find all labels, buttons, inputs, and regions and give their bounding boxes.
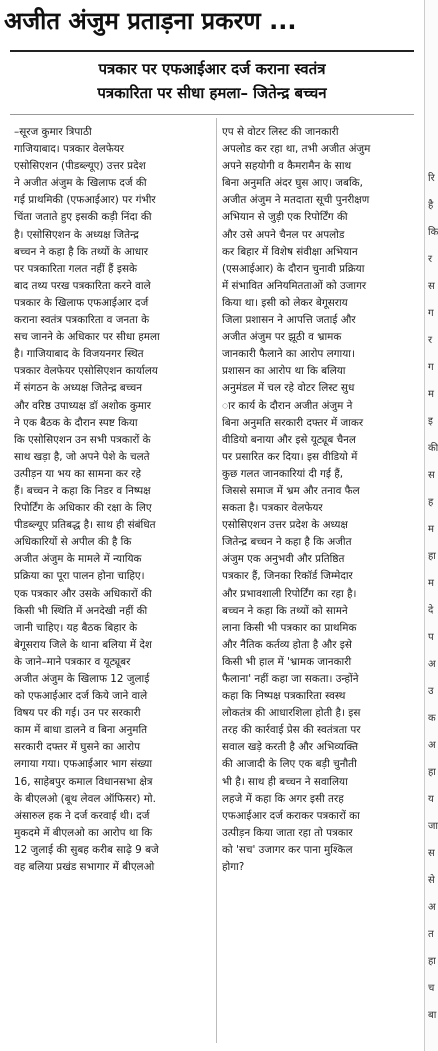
- article-line: बिना अनुमति सरकारी दफ्तर में जाकर: [222, 416, 364, 429]
- article-line: हैं। बच्चन ने कहा कि निडर व निष्पक्ष: [14, 484, 151, 497]
- article-line: बाद तथ्य परख पत्रकारिता करने वाले: [14, 279, 151, 292]
- article-line: जितेन्द्र बच्चन ने कहा है कि अजीत: [222, 536, 352, 549]
- article-line: प्रक्रिया का पूरा पालन होना चाहिए।: [14, 570, 145, 583]
- edge-fragment: रि: [428, 173, 435, 184]
- article-line: है। एसोसिएशन के अध्यक्ष जितेन्द्र: [14, 228, 139, 241]
- article-line: और उसे अपने चैनल पर अपलोड: [222, 228, 345, 241]
- article-line: गई प्राथमिकी (एफआईआर) पर गंभीर: [14, 194, 156, 207]
- article-line: अजीत अंजुम के खिलाफ 12 जुलाई: [14, 673, 150, 685]
- article-line: अनुमंडल में चल रहे वोटर लिस्ट सुध: [222, 382, 355, 395]
- edge-fragment: की: [428, 443, 438, 454]
- article-line: अजीत अंजुम पर झूठी व भ्रामक: [222, 331, 342, 344]
- edge-fragment: अ: [428, 740, 436, 751]
- article-line: होगा?: [222, 861, 245, 874]
- article-line: सच जानने के अधिकार पर सीधा हमला: [14, 331, 160, 344]
- headline: अजीत अंजुम प्रताड़ना प्रकरण ...: [4, 7, 297, 35]
- column-2-text: [222, 124, 420, 876]
- edge-fragment: जा: [428, 821, 438, 832]
- article-line: पत्रकार हैं, जिनका रिकॉर्ड जिम्मेदार: [222, 570, 353, 583]
- article-line: सकता है। पत्रकार वेलफेयर: [222, 502, 323, 515]
- article-line: पर प्रसारित कर दिया। इस वीडियो में: [222, 450, 358, 463]
- article-line: किसी भी स्थिति में अनदेखी नहीं की: [14, 604, 148, 617]
- edge-fragment: बा: [428, 1010, 437, 1021]
- article-line: 12 जुलाई की सुबह करीब साढ़े 9 बजे: [14, 843, 159, 856]
- article-line: ने एक बैठक के दौरान स्पष्ट किया: [14, 416, 138, 429]
- edge-fragment: म: [428, 578, 434, 589]
- edge-fragment: म: [428, 524, 434, 535]
- article-line: अंजुम एक अनुभवी और प्रतिष्ठित: [222, 553, 345, 566]
- edge-fragment: अ: [428, 902, 436, 913]
- edge-fragment: र: [428, 335, 433, 346]
- edge-fragment: से: [428, 875, 435, 886]
- edge-fragment: इ: [428, 416, 433, 427]
- article-line: रिपोर्टिंग के अधिकार की रक्षा के लिए: [14, 502, 152, 515]
- article-line: ने अजीत अंजुम के खिलाफ दर्ज की: [14, 177, 147, 190]
- article-line: अंसारुल हक ने दर्ज करवाई थी। दर्ज: [14, 809, 150, 822]
- article-line: वह बलिया प्रखंड सभागार में बीएलओ: [14, 861, 155, 874]
- article-line: एसोसिएशन (पीडब्ल्यूए) उत्तर प्रदेश: [14, 160, 146, 173]
- article-line: को एफआईआर दर्ज किये जाने वाले: [14, 690, 148, 703]
- article-line: अपलोड कर रहा था, तभी अजीत अंजुम: [222, 143, 371, 156]
- article-line: वीडियो बनाया और इसे यूट्यूब चैनल: [222, 433, 356, 446]
- article-line: अजीत अंजुम के मामले में न्यायिक: [14, 553, 142, 566]
- edge-fragment: क: [428, 713, 436, 724]
- column-divider: [216, 118, 217, 1043]
- article-line: कहा कि निष्पक्ष पत्रकारिता स्वस्थ: [222, 690, 346, 703]
- edge-fragment: च: [428, 983, 435, 994]
- edge-fragment: दे: [428, 605, 434, 616]
- article-line: तरह की कार्रवाई प्रेस की स्वतंत्रता पर: [222, 724, 361, 737]
- article-line: सवाल खड़े करती है और अभिव्यक्ति: [222, 741, 359, 754]
- edge-fragment: ह: [428, 497, 434, 508]
- article-line: ार कार्य के दौरान अजीत अंजुम ने: [222, 399, 353, 412]
- article-line: बच्चन ने कहा कि तथ्यों को सामने: [222, 604, 348, 617]
- article-line: बच्चन ने कहा है कि तथ्यों के आधार: [14, 245, 149, 258]
- edge-fragment: स: [428, 470, 435, 481]
- edge-fragment: हा: [428, 551, 436, 562]
- article-line: है। गाजियाबाद के विजयनगर स्थित: [14, 348, 144, 361]
- article-line: लहजे में कहा कि अगर इसी तरह: [222, 792, 344, 805]
- article-line: कर बिहार में विशेष संवीक्षा अभियान: [222, 245, 358, 258]
- edge-fragment: है: [428, 200, 434, 211]
- article-line: पत्रकार के खिलाफ एफआईआर दर्ज: [14, 296, 149, 309]
- article-line: भी है। साथ ही बच्चन ने सवालिया: [222, 775, 348, 788]
- article-line: अभियान से जुड़ी एक रिपोर्टिंग की: [222, 211, 348, 224]
- article-line: किसी भी हाल में 'भ्रामक जानकारी: [222, 655, 352, 668]
- edge-fragment: ग: [428, 308, 434, 319]
- article-line: अजीत अंजुम ने मतदाता सूची पुनरीक्षण: [222, 194, 370, 207]
- article-line: और वरिष्ठ उपाध्यक्ष डॉ अशोक कुमार: [14, 399, 151, 412]
- article-line: किया था। इसी को लेकर बेगूसराय: [222, 296, 348, 309]
- subheadline-box: [10, 50, 414, 115]
- edge-fragment: हा: [428, 956, 436, 967]
- article-line: एप से वोटर लिस्ट की जानकारी: [222, 126, 339, 138]
- subheadline-line-2: पत्रकारिता पर सीधा हमला– जितेन्द्र बच्चन: [97, 84, 327, 102]
- column-1-text: [14, 141, 212, 876]
- article-line: जानकारी फैलाने का आरोप लगाया।: [222, 348, 355, 361]
- article-line: फैलाना' नहीं कहा जा सकता। उन्होंने: [222, 673, 359, 685]
- article-line: अपने सहयोगी व कैमरामैन के साथ: [222, 160, 352, 173]
- article-line: के बीएलओ (बूथ लेवल ऑफिसर) मो.: [14, 792, 156, 805]
- article-line: उत्पीड़न या भय का सामना कर रहे: [14, 467, 142, 480]
- article-line: में संगठन के अध्यक्ष जितेन्द्र बच्चन: [14, 382, 142, 395]
- article-line: बेगूसराय जिले के थाना बलिया में देश: [14, 638, 152, 651]
- article-line: के जाने–माने पत्रकार व यूट्यूबर: [14, 655, 131, 668]
- subheadline-line-1: पत्रकार पर एफआईआर दर्ज कराना स्वतंत्र: [98, 60, 326, 78]
- edge-fragment: य: [428, 794, 434, 805]
- article-line: विषय पर की गई। उन पर सरकारी: [14, 707, 141, 720]
- article-line: अधिकारियों से अपील की है कि: [14, 536, 132, 549]
- article-line: कुछ गलत जानकारियां दी गई हैं,: [222, 467, 344, 480]
- article-line: कि एसोसिएशन उन सभी पत्रकारों के: [14, 433, 151, 446]
- article-line: कराना स्वतंत्र पत्रकारिता व जनता के: [14, 314, 150, 327]
- article-line: जिला प्रशासन ने आपत्ति जताई और: [222, 314, 356, 327]
- article-line: लोकतंत्र की आधारशिला होती है। इस: [222, 707, 361, 720]
- edge-fragment: त: [428, 929, 434, 940]
- article-line: लगाया गया। एफआईआर भाग संख्या: [14, 758, 153, 771]
- article-line: पत्रकार वेलफेयर एसोसिएशन कार्यालय: [14, 365, 158, 378]
- article-line: एफआईआर दर्ज कराकर पत्रकारों का: [222, 809, 360, 822]
- article-line: जानी चाहिए। यह बैठक बिहार के: [14, 621, 138, 634]
- edge-fragment: उ: [428, 686, 434, 697]
- edge-fragment: हा: [428, 767, 436, 778]
- article-line: उत्पीड़न किया जाता रहा तो पत्रकार: [222, 826, 353, 839]
- article-column-2: [222, 124, 420, 876]
- article-line: को 'सच' उजागर कर पाना मुश्किल: [222, 843, 353, 856]
- edge-fragment: म: [428, 389, 434, 400]
- edge-fragment: कि: [428, 227, 438, 238]
- article-line: की आजादी के लिए एक बड़ी चुनौती: [222, 758, 357, 771]
- byline: –सूरज कुमार त्रिपाठी: [14, 126, 92, 138]
- adjacent-article-edge: [424, 0, 438, 1051]
- edge-fragment: र: [428, 254, 433, 265]
- article-line: एसोसिएशन उत्तर प्रदेश के अध्यक्ष: [222, 519, 348, 532]
- article-column-1: [14, 124, 212, 876]
- edge-fragment: प: [428, 632, 434, 643]
- article-line: पीडब्ल्यूए प्रतिबद्ध है। साथ ही संबंधित: [14, 519, 156, 532]
- article-line: साथ खड़ा है, जो अपने पेशे के चलते: [14, 450, 150, 463]
- article-line: और नैतिक कर्तव्य होता है और इसे: [222, 638, 352, 651]
- edge-fragment: स: [428, 281, 435, 292]
- article-line: में संभावित अनियमितताओं को उजागर: [222, 279, 367, 292]
- article-line: लाना किसी भी पत्रकार का प्राथमिक: [222, 621, 357, 634]
- article-line: (एसआईआर) के दौरान चुनावी प्रक्रिया: [222, 262, 365, 275]
- edge-fragment: अ: [428, 659, 436, 670]
- article-line: चिंता जताते हुए इसकी कड़ी निंदा की: [14, 211, 152, 224]
- article-line: पर पत्रकारिता गलत नहीं हैं इसके: [14, 262, 137, 275]
- article-line: 16, साहेबपुर कमाल विधानसभा क्षेत्र: [14, 775, 153, 788]
- article-line: प्रशासन का आरोप था कि बलिया: [222, 365, 346, 378]
- article-line: सरकारी दफ्तर में घुसने का आरोप: [14, 741, 140, 754]
- article-line: मुकदमे में बीएलओ का आरोप था कि: [14, 826, 153, 839]
- article-line: जिससे समाज में भ्रम और तनाव फैल: [222, 484, 360, 497]
- article-line: एक पत्रकार और उसके अधिकारों की: [14, 587, 152, 600]
- edge-fragment: ग: [428, 362, 434, 373]
- article-line: गाजियाबाद। पत्रकार वेलफेयर: [14, 143, 125, 156]
- article-line: बिना अनुमति अंदर घुस आए। जबकि,: [222, 177, 363, 190]
- article-line: काम में बाधा डालने व बिना अनुमति: [14, 724, 148, 737]
- edge-fragment: स: [428, 848, 435, 859]
- article-line: और प्रभावशाली रिपोर्टिंग का रहा है।: [222, 587, 357, 600]
